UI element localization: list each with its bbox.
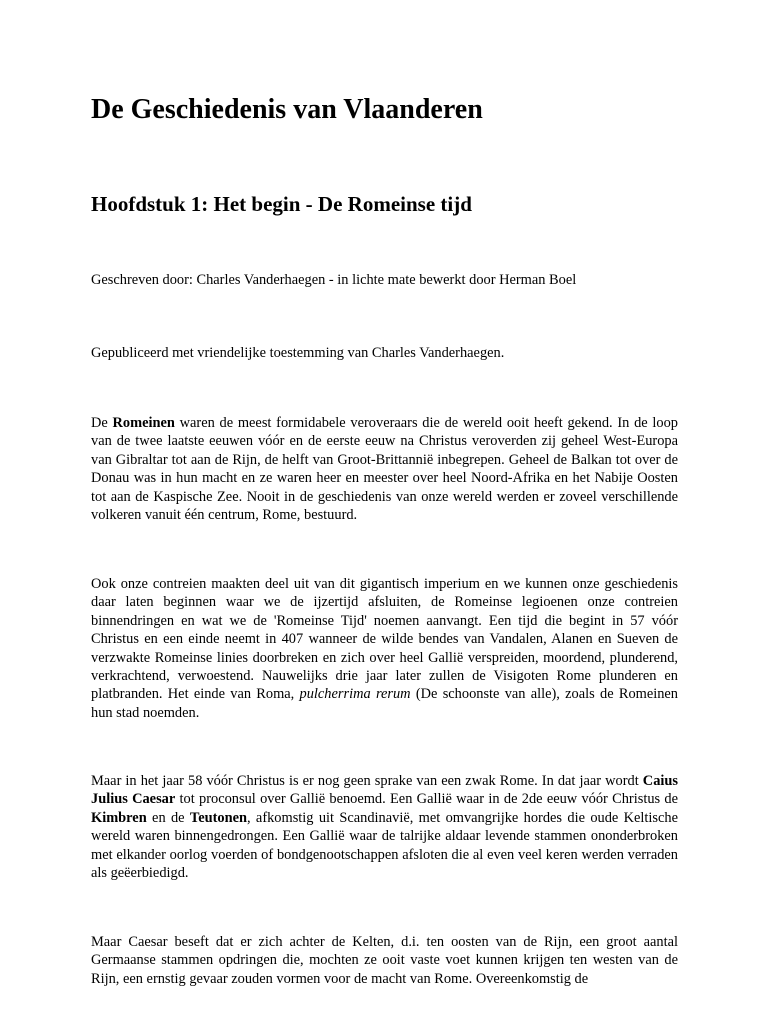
paragraph-text: tot proconsul over Gallië benoemd. Een Gallië waar in de 2de eeuw vóór Christus de (175, 791, 678, 808)
bold-term-caius-julius-caesar: Caius Julius Caesar (91, 773, 678, 808)
author-line: Geschreven door: Charles Vanderhaegen - in lichte mate bewerkt door Herman Boel (91, 272, 577, 288)
paragraph-text: (De schoonste van alle), zoals de Romeinen hun stad noemden. (91, 686, 678, 721)
paragraph-romeinen (91, 414, 678, 524)
paragraph-contreien (91, 575, 678, 722)
paragraph-caesar (91, 772, 678, 882)
paragraph-germanen (91, 933, 678, 988)
paragraph-text: waren de meest formidabele veroveraars die de wereld ooit heeft gekend. In de loop van de twee laatste eeuwen vóór en de eerste eeuw na Christus veroverden zij geheel West-Europa van Gibraltar tot aan de Rijn, de helft van Groot-Brittannië inbegrepen. Geheel de Balkan tot over de Donau was in hun macht en ze waren heer en meester over heel Noord-Afrika en het Nabije Oosten tot aan de Kaspische Zee. Nooit in de geschiedenis van onze wereld werden er zoveel verschillende volkeren vanuit één centrum, Rome, bestuurd. (91, 415, 678, 524)
paragraph-text: De (91, 415, 113, 431)
paragraph-text: Maar in het jaar 58 vóór Christus is er nog geen sprake van een zwak Rome. In dat jaar wordt (91, 773, 643, 789)
paragraph-text: Ook onze contreien maakten deel uit van dit gigantisch imperium en we kunnen onze geschiedenis daar laten beginnen waar we de ijzertijd afsluiten, de Romeinse legioenen onze contreien binnendringen en wat we de 'Romeinse Tijd' noemen aanvangt. Een tijd die begint in 57 vóór Christus en een einde neemt in 407 wanneer de wilde bendes van Vandalen, Alanen en Sueven de verzwakte Romeinse linies doorbreken en zich over heel Gallië verspreiden, moordend, plunderend, verkrachtend, verwoestend. Nauwelijks drie jaar later zullen de Visigoten Rome plunderen en platbranden. Het einde van Roma, (91, 576, 678, 703)
paragraph-text: Maar Caesar beseft dat er zich achter de Kelten, d.i. ten oosten van de Rijn, een groot aantal Germaanse stammen opdringen die, mochten ze ooit vaste voet kunnen krijgen ten westen van de Rijn, een ernstig gevaar zouden vormen voor de macht van Rome. Overeenkomstig de (91, 934, 678, 987)
paragraph-text: , afkomstig uit Scandinavië, met omvangrijke hordes die oude Keltische wereld waren binnengedrongen. Een Gallië waar de talrijke aldaar levende stammen ononderbroken met elkander oorlog voerden of bondgenootschappen afsloten die al even veel keren werden verraden als geëerbiedigd. (91, 809, 678, 882)
chapter-heading: Hoofdstuk 1: Het begin - De Romeinse tijd (91, 192, 472, 216)
paragraph-text: en de (146, 809, 190, 826)
document-title: De Geschiedenis van Vlaanderen (91, 94, 483, 125)
italic-term-pulcherrima-rerum: pulcherrima rerum (299, 686, 411, 703)
bold-term-teutonen: Teutonen (189, 809, 247, 826)
permission-line: Gepubliceerd met vriendelijke toestemming van Charles Vanderhaegen. (91, 345, 505, 361)
bold-term-romeinen: Romeinen (112, 415, 175, 431)
bold-term-kimbren: Kimbren (91, 809, 147, 826)
